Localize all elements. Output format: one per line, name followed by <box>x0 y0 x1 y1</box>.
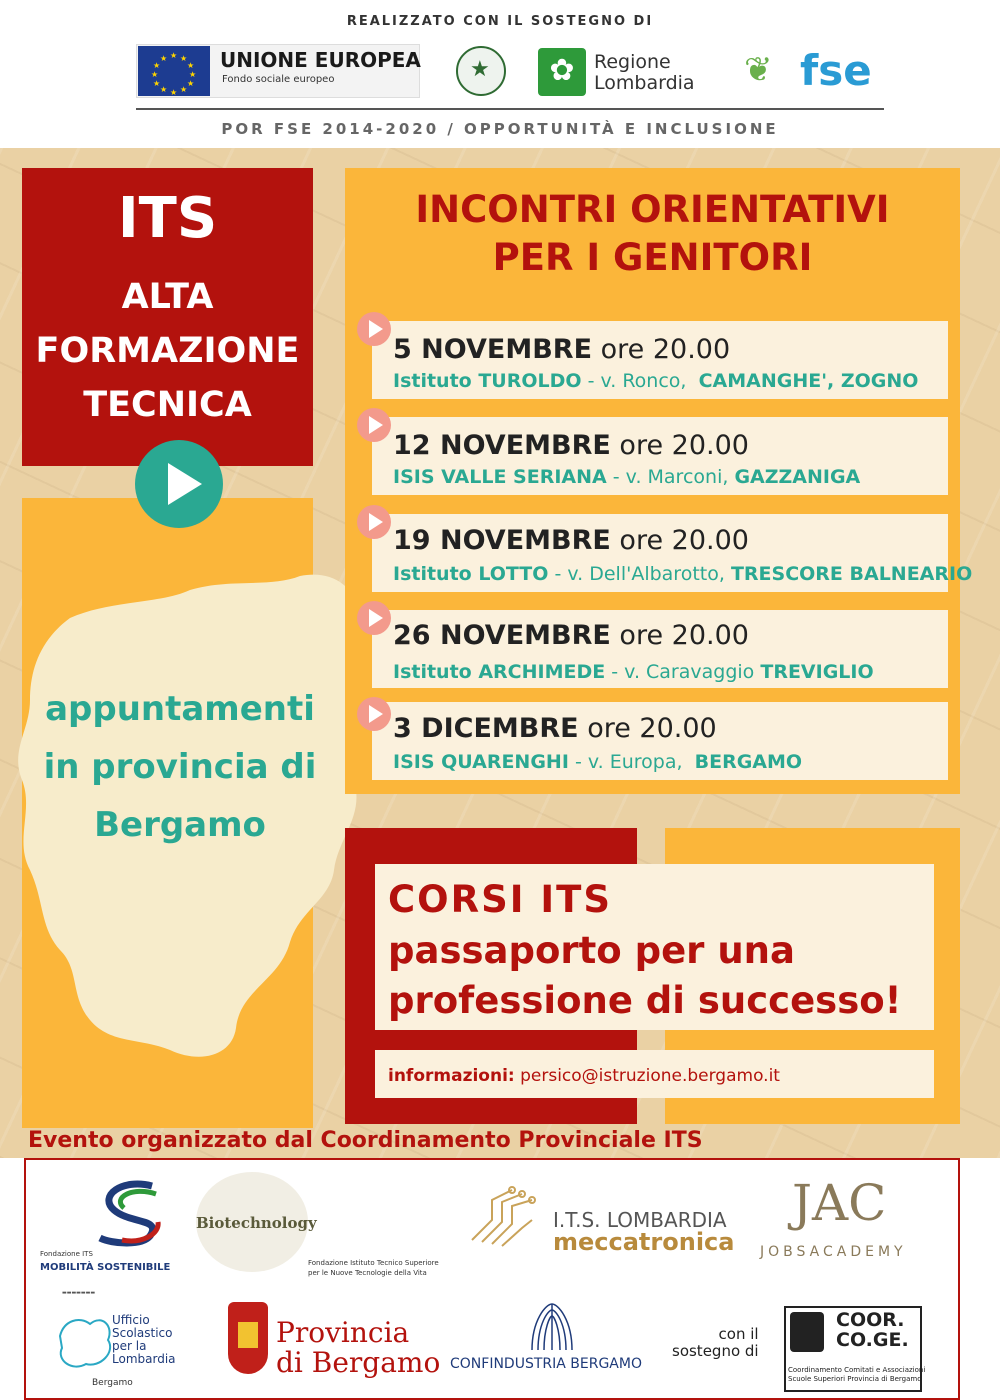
shield-inner-icon <box>238 1322 258 1348</box>
support-text <box>672 1326 759 1360</box>
jac-logo: JAC <box>792 1174 887 1232</box>
event-place <box>393 563 972 585</box>
emblem-star-icon: ★ <box>470 57 490 82</box>
event-time: ore 20.00 <box>587 713 717 744</box>
prov-line2: di Bergamo <box>276 1346 441 1379</box>
event-place <box>393 751 802 773</box>
mobilita-sostenibile-logo-icon <box>92 1178 168 1248</box>
region-line2: Lombardia <box>594 72 695 94</box>
eu-subtitle: Fondo sociale europeo <box>222 74 335 85</box>
event-time: ore 20.00 <box>600 334 731 365</box>
province-label <box>30 680 330 854</box>
corsi-tagline <box>388 926 902 1026</box>
its-line1: ALTA <box>121 277 214 317</box>
coor-caption-line2: Scuole Superiori Provincia di Bergamo <box>788 1375 922 1383</box>
event-date-day: 26 NOVEMBRE <box>393 620 611 651</box>
supported-by-text: REALIZZATO CON IL SOSTEGNO DI <box>346 14 654 29</box>
event-place <box>393 466 860 488</box>
info-email-link[interactable]: persico@istruzione.bergamo.it <box>520 1066 780 1086</box>
meetings-title-line1: INCONTRI ORIENTATIVI <box>415 188 890 231</box>
province-line3: Bergamo <box>94 805 266 845</box>
event-school: ISIS QUARENGHI <box>393 751 569 773</box>
confindustria-logo-icon <box>526 1300 578 1352</box>
event-place <box>393 661 874 683</box>
event-date <box>393 525 749 556</box>
bio-caption <box>308 1258 439 1278</box>
event-town: TRESCORE BALNEARIO <box>730 563 973 585</box>
confindustria-name: CONFINDUSTRIA BERGAMO <box>450 1356 642 1372</box>
regione-lombardia-name <box>594 52 695 94</box>
eu-flag-icon: ★ ★ ★ ★ ★ ★ ★ ★ ★ ★ ★ ★ <box>138 46 210 96</box>
coor-line2: CO.GE. <box>836 1329 909 1351</box>
usr-lombardia-map-icon <box>50 1306 120 1376</box>
support-line1: con il <box>718 1325 759 1343</box>
meetings-title-line2: PER I GENITORI <box>492 236 813 279</box>
event-place <box>393 370 918 392</box>
its-line3: TECNICA <box>83 385 252 425</box>
regione-lombardia-logo-icon: ✿ <box>538 48 586 96</box>
usr-city: Bergamo <box>92 1378 133 1388</box>
usr-caption-icon: ▬▬▬▬▬▬▬ <box>62 1290 96 1296</box>
coor-line1: COOR. <box>836 1309 905 1331</box>
provincia-name <box>276 1318 440 1378</box>
header-divider <box>136 108 884 110</box>
its-subtitle <box>22 270 313 432</box>
usr-line4: Lombardia <box>112 1352 176 1366</box>
event-town: GAZZANIGA <box>734 466 861 488</box>
event-address: - v. Dell'Albarotto, <box>554 563 725 585</box>
ms-name: MOBILITÀ SOSTENIBILE <box>40 1262 171 1273</box>
its-title: ITS <box>117 186 218 251</box>
ms-caption: Fondazione ITS <box>40 1250 93 1258</box>
corsi-line2: professione di successo! <box>388 979 902 1022</box>
coorcoge-name <box>836 1310 909 1350</box>
event-date <box>393 620 749 651</box>
lombardia-line1: I.T.S. LOMBARDIA <box>553 1208 727 1232</box>
bio-caption-line1: Fondazione Istituto Tecnico Superiore <box>308 1259 439 1267</box>
event-address: - v. Caravaggio <box>611 661 755 683</box>
usr-line2: Scolastico <box>112 1326 173 1340</box>
event-date <box>393 334 730 365</box>
bio-word: Biotechnology <box>196 1214 317 1232</box>
event-school: Istituto LOTTO <box>393 563 549 585</box>
event-school: Istituto ARCHIMEDE <box>393 661 606 683</box>
jac-subtitle: JOBSACADEMY <box>760 1244 907 1260</box>
event-play-triangle-icon <box>369 416 383 434</box>
play-triangle-icon <box>168 463 202 505</box>
bio-caption-line2: per le Nuove Tecnologie della Vita <box>308 1269 427 1277</box>
fse-mark-icon: ❦ <box>744 50 773 90</box>
support-line2: sostegno di <box>672 1342 759 1360</box>
event-school: ISIS VALLE SERIANA <box>393 466 607 488</box>
corsi-line1: passaporto per una <box>388 929 795 972</box>
province-line1: appuntamenti <box>45 689 315 729</box>
event-time: ore 20.00 <box>619 620 749 651</box>
coorcoge-caption <box>788 1366 925 1384</box>
event-play-triangle-icon <box>369 705 383 723</box>
event-town: CAMANGHE', ZOGNO <box>698 370 919 392</box>
event-town: TREVIGLIO <box>760 661 874 683</box>
usr-name <box>112 1314 176 1366</box>
region-line1: Regione <box>594 51 671 73</box>
event-date <box>393 713 717 744</box>
prov-line1: Provincia <box>276 1316 410 1349</box>
usr-line1: Ufficio <box>112 1313 150 1327</box>
program-text: POR FSE 2014-2020 / OPPORTUNITÀ E INCLUSIONE <box>221 120 779 138</box>
organizer-text: Evento organizzato dal Coordinamento Provinciale ITS <box>28 1128 703 1153</box>
event-date-day: 3 DICEMBRE <box>393 713 579 744</box>
event-address: - v. Europa, <box>574 751 683 773</box>
event-town: BERGAMO <box>694 751 803 773</box>
event-address: - v. Marconi, <box>612 466 729 488</box>
its-lombardia-logo-icon <box>462 1180 544 1250</box>
event-play-triangle-icon <box>369 513 383 531</box>
info-label: informazioni: <box>388 1066 515 1086</box>
event-time: ore 20.00 <box>619 525 749 556</box>
event-play-triangle-icon <box>369 609 383 627</box>
corsi-title: CORSI ITS <box>388 878 613 921</box>
fse-logo-text: fse <box>800 46 872 95</box>
meetings-title <box>345 186 960 282</box>
event-date-day: 5 NOVEMBRE <box>393 334 593 365</box>
event-date-day: 19 NOVEMBRE <box>393 525 611 556</box>
event-play-triangle-icon <box>369 320 383 338</box>
coor-caption-line1: Coordinamento Comitati e Associazioni <box>788 1366 926 1374</box>
event-date <box>393 430 749 461</box>
event-date-day: 12 NOVEMBRE <box>393 430 611 461</box>
event-address: - v. Ronco, <box>587 370 687 392</box>
coorcoge-figure-icon <box>790 1312 824 1352</box>
eu-name: UNIONE EUROPEA <box>220 48 421 72</box>
lombardia-line2: meccatronica <box>553 1228 735 1256</box>
event-school: Istituto TUROLDO <box>393 370 582 392</box>
its-line2: FORMAZIONE <box>35 331 300 371</box>
province-line2: in provincia di <box>43 747 317 787</box>
usr-line3: per la <box>112 1339 147 1353</box>
info-text <box>388 1066 780 1086</box>
event-time: ore 20.00 <box>619 430 749 461</box>
